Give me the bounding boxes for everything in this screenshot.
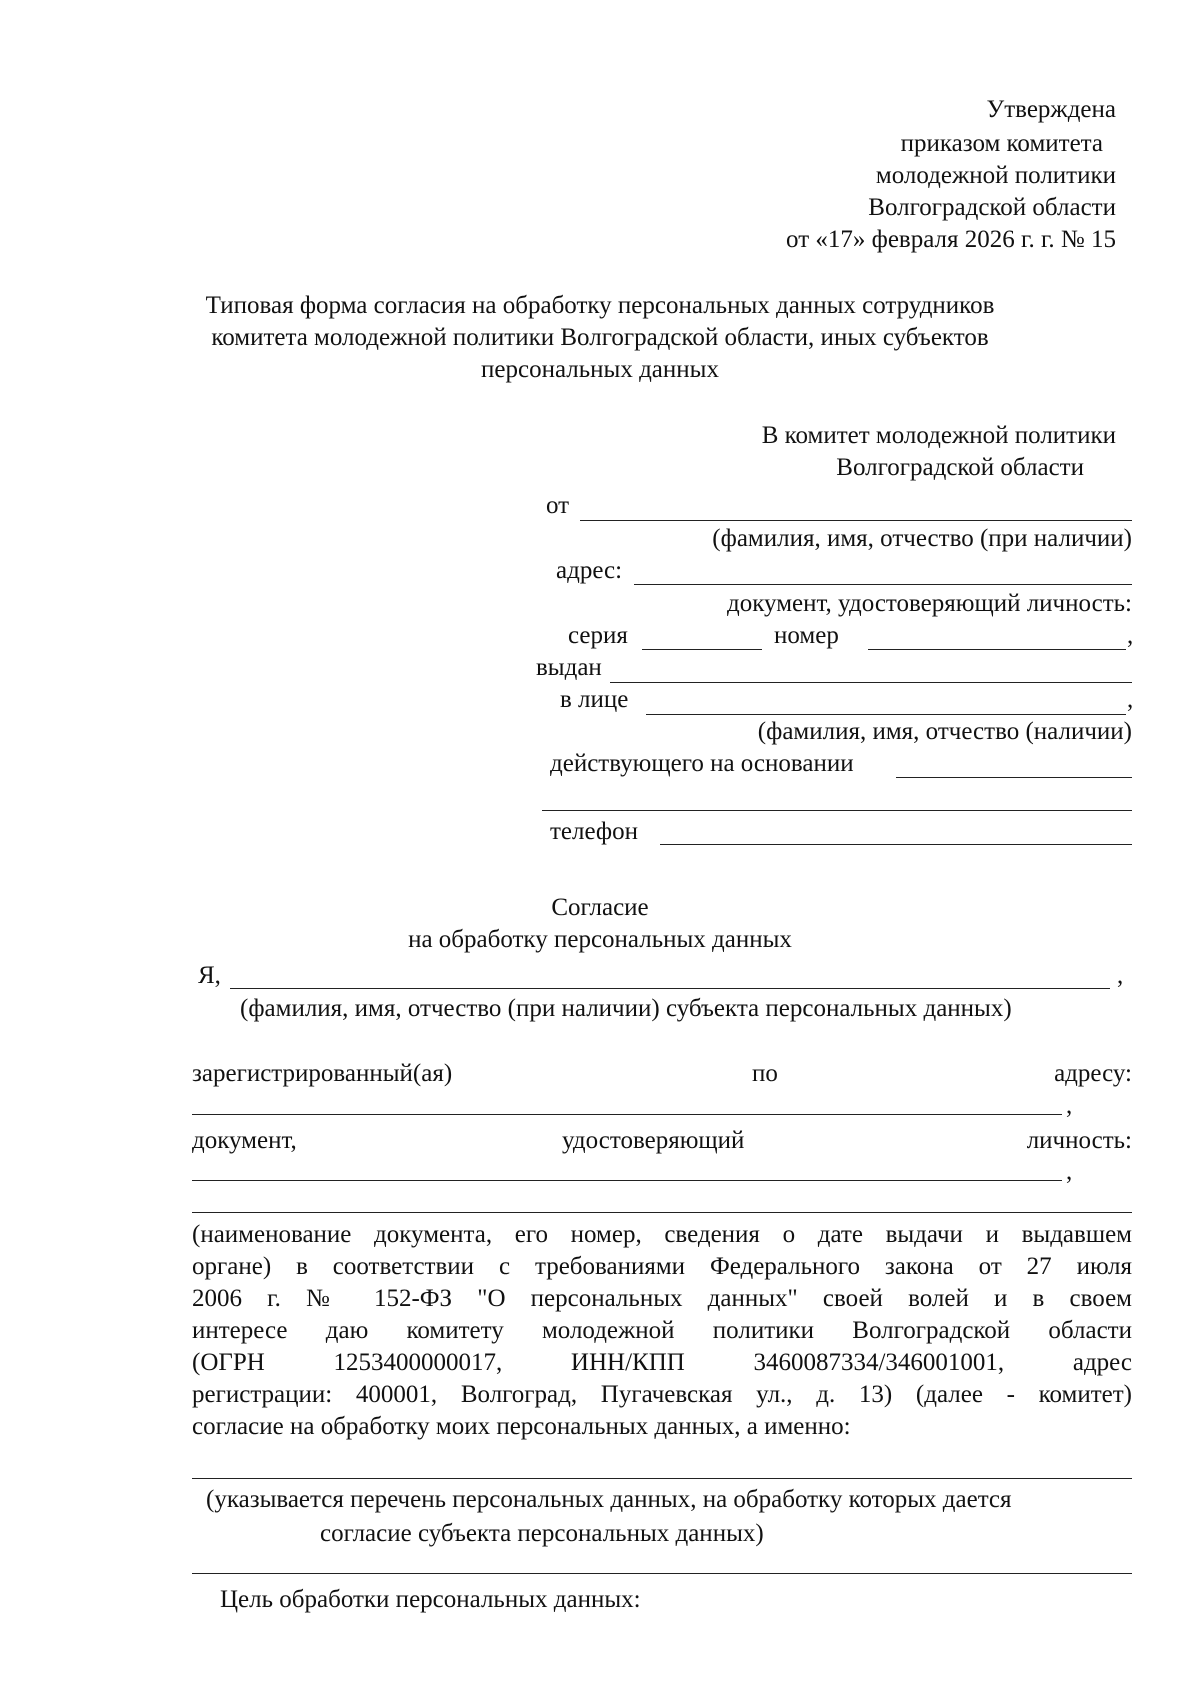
paragraph-line-2: органе) в соответствии с требованиями Федерального закона от 27 июля <box>192 1253 1132 1280</box>
id-doc-label: документ, удостоверяющий личность: <box>727 590 1132 617</box>
address-label: адрес: <box>556 557 623 584</box>
approval-line-4: Волгоградской области <box>868 194 1116 221</box>
subject-name-hint: (фамилия, имя, отчество (при наличии) субъекта персональных данных) <box>240 995 1012 1022</box>
document-field-2[interactable] <box>192 1212 1132 1213</box>
data-list-hint-line-2: согласие субъекта персональных данных) <box>320 1520 764 1547</box>
consent-heading: Согласие <box>551 894 649 921</box>
registered-word-3: адресу: <box>1054 1060 1132 1087</box>
paragraph-line-3: 2006 г. № 152-ФЗ "О персональных данных" своей волей и в своем <box>192 1285 1132 1312</box>
basis-label: действующего на основании <box>550 750 854 777</box>
document-word-2: удостоверяющий <box>562 1127 745 1154</box>
addressee-line-1: В комитет молодежной политики <box>761 422 1116 449</box>
approval-date-number: от «17» февраля 2026 г. г. № 15 <box>786 226 1116 253</box>
number-label: номер <box>774 622 839 649</box>
paragraph-line-7: согласие на обработку моих персональных данных, а именно: <box>192 1413 851 1440</box>
document-comma: , <box>1066 1158 1073 1185</box>
represented-label: в лице <box>560 686 629 713</box>
from-label: от <box>546 492 570 519</box>
document-word-3: личность: <box>1026 1127 1132 1154</box>
document-field[interactable] <box>192 1180 1062 1181</box>
issued-field[interactable] <box>610 682 1132 683</box>
subject-comma: , <box>1117 962 1124 989</box>
from-name-field[interactable] <box>580 520 1132 521</box>
registered-word-2: по <box>752 1060 778 1087</box>
basis-field-2[interactable] <box>542 810 1132 811</box>
addressee-line-2: Волгоградской области <box>836 454 1084 481</box>
phone-field[interactable] <box>660 844 1132 845</box>
consent-subheading: на обработку персональных данных <box>408 926 792 953</box>
series-label: серия <box>568 622 628 649</box>
approval-line-1: Утверждена <box>986 96 1116 123</box>
paragraph-line-6: регистрации: 400001, Волгоград, Пугачевская ул., д. 13) (далее - комитет) <box>192 1381 1132 1408</box>
form-title-line-1: Типовая форма согласия на обработку персональных данных сотрудников <box>205 292 995 319</box>
approval-line-2: приказом комитета <box>900 130 1103 157</box>
data-list-field-2[interactable] <box>192 1573 1132 1574</box>
subject-name-field[interactable] <box>230 988 1110 989</box>
address-field[interactable] <box>634 584 1132 585</box>
purpose-label: Цель обработки персональных данных: <box>220 1586 641 1613</box>
number-comma: , <box>1127 622 1134 649</box>
registered-address-field[interactable] <box>192 1114 1062 1115</box>
document-word-1: документ, <box>192 1127 297 1154</box>
form-title-line-3: персональных данных <box>481 356 719 383</box>
from-name-hint: (фамилия, имя, отчество (при наличии) <box>712 525 1132 552</box>
series-field[interactable] <box>642 649 762 650</box>
form-title-line-2: комитета молодежной политики Волгоградской области, иных субъектов <box>211 324 989 351</box>
issued-label: выдан <box>536 654 602 681</box>
data-list-hint-line-1: (указывается перечень персональных данных, на обработку которых дается <box>206 1486 1012 1513</box>
represented-field[interactable] <box>646 714 1126 715</box>
registered-word-1: зарегистрированный(ая) <box>192 1060 453 1087</box>
phone-label: телефон <box>550 818 638 845</box>
basis-field[interactable] <box>896 777 1132 778</box>
i-label: Я, <box>198 962 221 989</box>
paragraph-line-4: интересе даю комитету молодежной политики Волгоградской области <box>192 1317 1132 1344</box>
paragraph-line-5: (ОГРН 1253400000017, ИНН/КПП 3460087334/346001001, адрес <box>192 1349 1132 1376</box>
consent-paragraph <box>192 1219 1132 1443</box>
approval-line-3: молодежной политики <box>875 162 1116 189</box>
data-list-field[interactable] <box>192 1478 1132 1479</box>
represented-hint: (фамилия, имя, отчество (наличии) <box>757 718 1132 745</box>
number-field[interactable] <box>868 649 1126 650</box>
registered-comma: , <box>1066 1092 1073 1119</box>
paragraph-line-1: (наименование документа, его номер, сведения о дате выдачи и выдавшем <box>192 1221 1132 1248</box>
represented-comma: , <box>1127 686 1134 713</box>
